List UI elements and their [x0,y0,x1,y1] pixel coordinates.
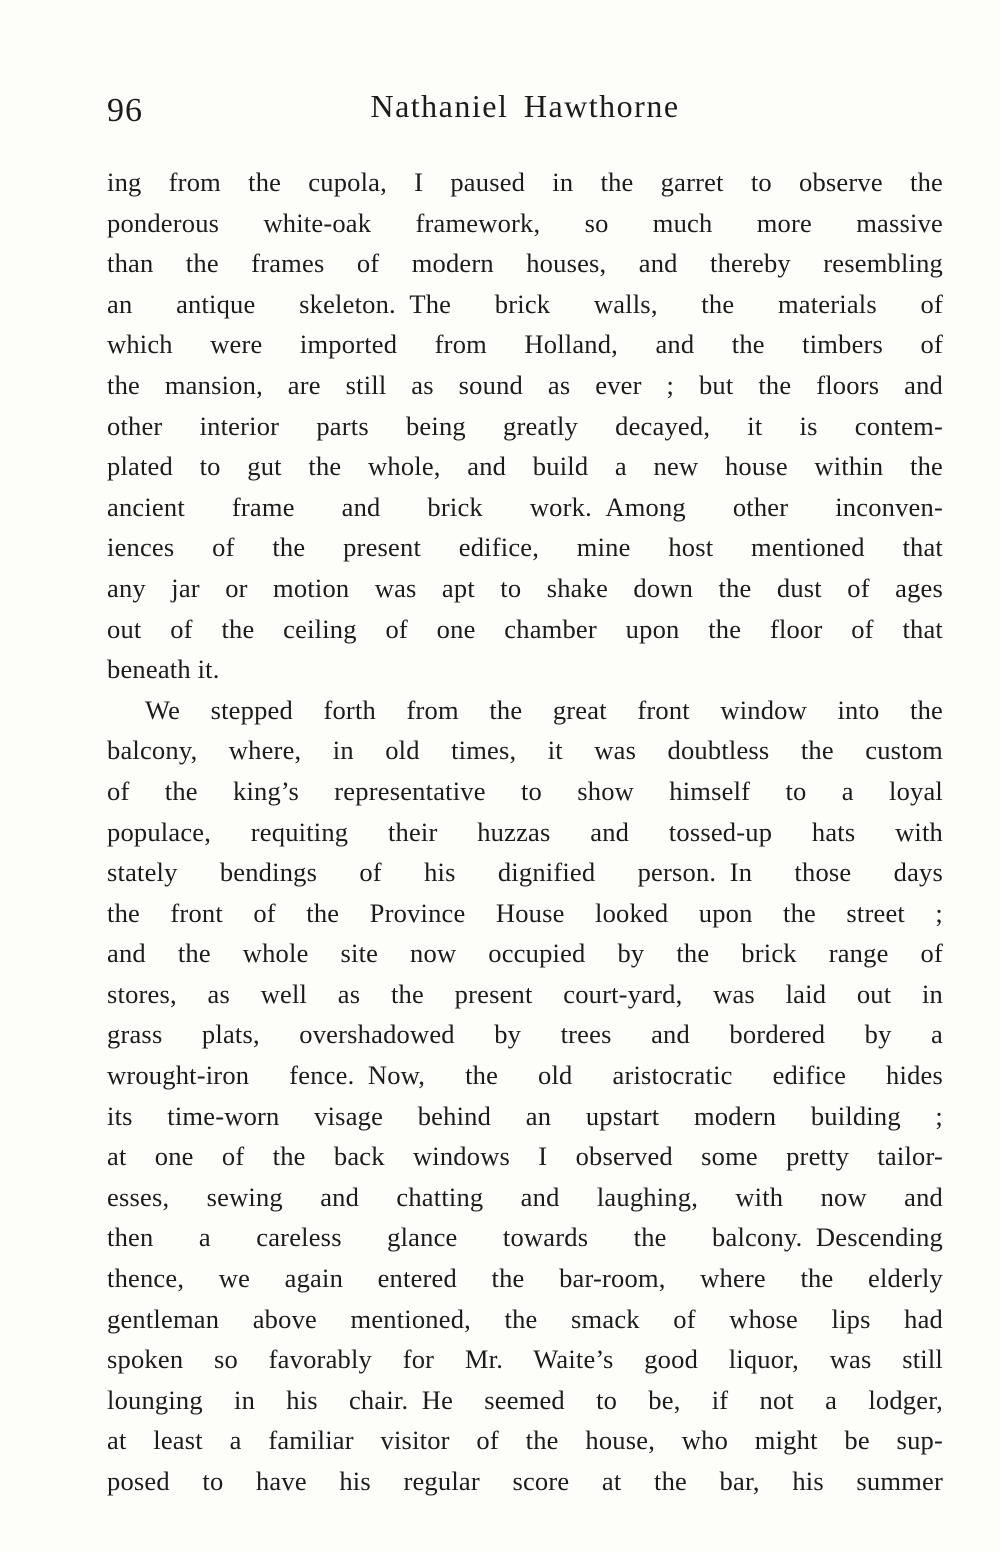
text-line: then a careless glance towards the balcony. Descending [107,1222,943,1253]
text-line: its time-worn visage behind an upstart modern building ; [107,1100,943,1131]
text-line: the mansion, are still as sound as ever ; but the floors and [107,369,943,400]
text-line: than the frames of modern houses, and thereby resembling [107,248,943,279]
paragraph [107,162,943,690]
text-line: out of the ceiling of one chamber upon the floor of that [107,613,943,644]
page-header [107,88,943,134]
text-line: beneath it. [107,654,220,685]
text-line: any jar or motion was apt to shake down the dust of ages [107,572,943,603]
text-line: iences of the present edifice, mine host mentioned that [107,532,943,563]
text-line: of the king’s representative to show himself to a loyal [107,775,943,806]
text-line: gentleman above mentioned, the smack of whose lips had [107,1303,943,1334]
text-line: stores, as well as the present court-yard, was laid out in [107,978,943,1009]
text-line: ponderous white-oak framework, so much more massive [107,207,943,238]
text-line: and the whole site now occupied by the brick range of [107,938,943,969]
text-line: which were imported from Holland, and the timbers of [107,329,943,360]
page-number: 96 [107,92,143,129]
text-line: at least a familiar visitor of the house, who might be sup- [107,1425,943,1456]
text-line: wrought-iron fence. Now, the old aristocratic edifice hides [107,1060,943,1091]
text-line: posed to have his regular score at the bar, his summer [107,1466,943,1496]
text-line: plated to gut the whole, and build a new house within the [107,451,943,482]
paragraph [107,690,943,1502]
text-line: stately bendings of his dignified person. In those days [107,857,943,888]
text-line: populace, requiting their huzzas and tossed-up hats with [107,816,943,847]
text-line: ing from the cupola, I paused in the garret to observe the [107,167,943,197]
text-line: lounging in his chair. He seemed to be, if not a lodger, [107,1384,943,1415]
running-title: Nathaniel Hawthorne [370,88,680,124]
text-line: other interior parts being greatly decayed, it is contem- [107,410,943,441]
text-line: ancient frame and brick work. Among other inconven- [107,491,943,522]
text-block [107,88,943,1502]
text-line: at one of the back windows I observed some pretty tailor- [107,1141,943,1172]
text-line: spoken so favorably for Mr. Waite’s good liquor, was still [107,1344,943,1375]
text-line: esses, sewing and chatting and laughing, with now and [107,1181,943,1212]
text-line: the front of the Province House looked upon the street ; [107,897,943,928]
text-line: thence, we again entered the bar-room, where the elderly [107,1263,943,1294]
text-line: balcony, where, in old times, it was doubtless the custom [107,735,943,766]
page-body [107,162,943,1502]
text-line: an antique skeleton. The brick walls, the materials of [107,288,943,319]
text-line: grass plats, overshadowed by trees and bordered by a [107,1019,943,1050]
text-line: We stepped forth from the great front window into the [145,694,943,725]
